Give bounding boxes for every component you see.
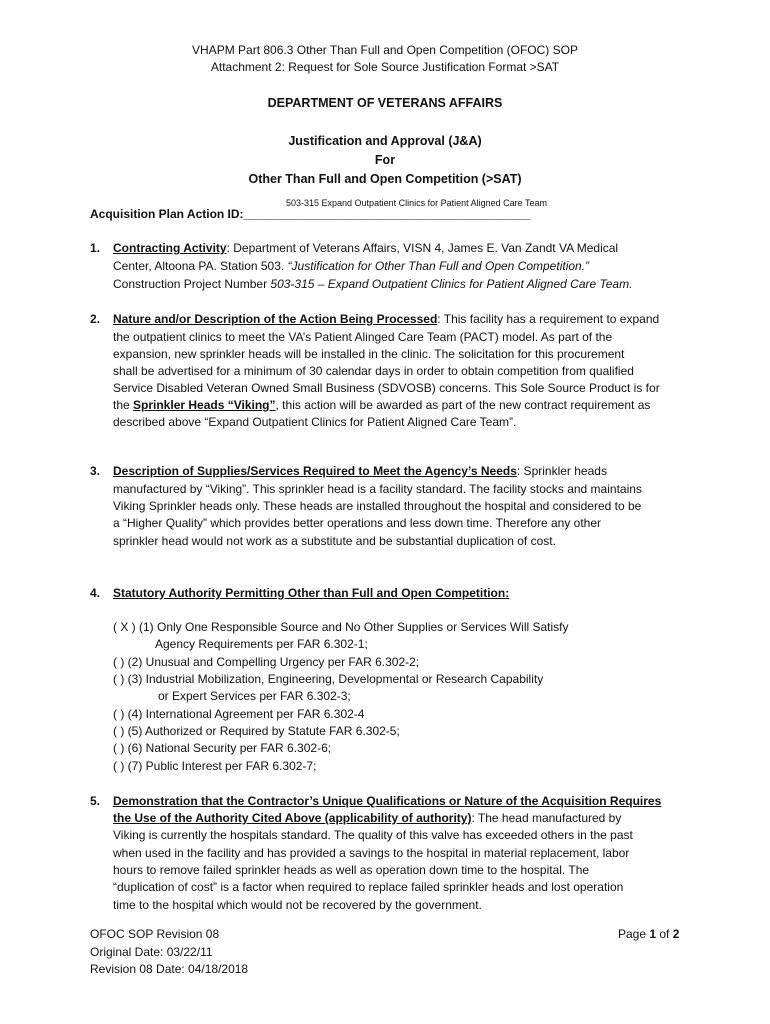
section-2-heading: Nature and/or Description of the Action Being Processed [113,312,438,326]
page-of: of [656,927,673,941]
section-5-heading-1: Demonstration that the Contractor’s Unique Qualifications or Nature of the Acquisition Requires [113,794,662,808]
section-1-text-2a: Center, Altoona PA. Station 503. [113,259,288,273]
section-4-heading: Statutory Authority Permitting Other than Full and Open Competition: [113,586,510,600]
footer-original-date: Original Date: 03/22/11 [90,945,213,959]
section-1-line-3 [113,277,632,291]
authority-option-1-cont: Agency Requirements per FAR 6.302-1; [155,637,368,651]
authority-option-6: ( ) (6) National Security per FAR 6.302-6; [113,741,332,755]
section-1-number: 1. [90,241,101,255]
header-line-2: Attachment 2: Request for Sole Source Justification Format >SAT [210,60,560,74]
section-2-line-4: shall be advertised for a minimum of 30 calendar days in order to obtain competition from qualified [113,364,634,378]
section-2-text: : This facility has a requirement to expand [437,312,660,326]
ja-title-ofoc: Other Than Full and Open Competition (>SAT) [248,172,522,186]
section-1-text-3b: 503-315 – Expand Outpatient Clinics for Patient Aligned Care Team. [270,277,633,291]
authority-option-1: ( X ) (1) Only One Responsible Source and No Other Supplies or Services Will Satisfy [113,620,569,634]
header-line-1: VHAPM Part 806.3 Other Than Full and Open Competition (OFOC) SOP [192,43,578,57]
section-2-line-7: described above “Expand Outpatient Clinics for Patient Aligned Care Team”. [113,415,517,429]
section-1-heading: Contracting Activity [113,241,227,255]
authority-option-7: ( ) (7) Public Interest per FAR 6.302-7; [113,759,317,773]
section-3-number: 3. [90,464,101,478]
footer-revision-date: Revision 08 Date: 04/18/2018 [90,962,249,976]
authority-option-3-cont: or Expert Services per FAR 6.302-3; [158,689,351,703]
section-3-heading: Description of Supplies/Services Required to Meet the Agency’s Needs [113,464,517,478]
section-3-line-4: a “Higher Quality” which provides better operations and less down time. Therefore any other [113,516,602,530]
page-label: Page [618,927,650,941]
section-5-text: : The head manufactured by [471,811,622,825]
section-3-line-2: manufactured by “Viking”. This sprinkler head is a facility standard. The facility stocks and maintains [113,482,642,496]
section-2-line-5: Service Disabled Veteran Owned Small Business (SDVOSB) concerns. This Sole Source Product is for [113,381,660,395]
authority-option-3: ( ) (3) Industrial Mobilization, Engineering, Developmental or Research Capability [113,672,544,686]
page-total: 2 [672,927,680,941]
acquisition-blank: ___________________________________________ [243,207,531,221]
authority-option-2: ( ) (2) Unusual and Compelling Urgency per FAR 6.302-2; [113,655,420,669]
page-number [618,927,679,941]
section-4-number: 4. [90,586,101,600]
section-1-line-2 [113,259,589,273]
section-2-text-6a: the [113,398,134,412]
section-1-text: : Department of Veterans Affairs, VISN 4, James E. Van Zandt VA Medical [226,241,619,255]
section-1-text-2b: “Justification for Other Than Full and Open Competition.” [287,259,590,273]
section-5-line-3: Viking is currently the hospitals standard. The quality of this valve has exceeded others in the past [113,828,633,842]
section-5-line-2 [113,811,621,825]
section-5-heading-2: the Use of the Authority Cited Above (applicability of authority) [113,811,472,825]
section-3-line-1 [113,464,607,478]
section-5-line-7: time to the hospital which would not be recovered by the government. [113,898,482,912]
section-2-line-1 [113,312,659,326]
acquisition-plan-id [90,207,531,221]
section-3-line-3: Viking Sprinkler heads only. These heads are installed throughout the hospital and considered to be [113,499,642,513]
section-2-line-2: the outpatient clinics to meet the VA’s Patient Alinged Care Team (PACT) model. As part of the [113,330,613,344]
sprinkler-heads-viking: Sprinkler Heads “Viking” [133,398,276,412]
section-5-number: 5. [90,794,101,808]
section-5-line-5: hours to remove failed sprinkler heads as well as operation down time to the hospital. The [113,863,590,877]
authority-option-5: ( ) (5) Authorized or Required by Statute FAR 6.302-5; [113,724,400,738]
page-current: 1 [649,927,657,941]
section-2-text-6c: , this action will be awarded as part of the new contract requirement as [275,398,651,412]
footer-revision: OFOC SOP Revision 08 [90,927,220,941]
section-5-line-4: when used in the facility and has provided a savings to the hospital in material replacement, labor [113,846,630,860]
authority-option-4: ( ) (4) International Agreement per FAR 6.302-4 [113,707,365,721]
department-title: DEPARTMENT OF VETERANS AFFAIRS [267,96,503,110]
project-note: 503-315 Expand Outpatient Clinics for Patient Aligned Care Team [286,198,547,208]
section-2-line-6 [113,398,650,412]
section-5-line-1 [113,794,661,808]
section-5-line-6: “duplication of cost” is a factor when required to replace failed sprinkler heads and lost operation [113,880,624,894]
section-1-line-1 [113,241,618,255]
section-1-text-3a: Construction Project Number [113,277,271,291]
section-4-line-1 [113,586,509,600]
ja-title-for: For [374,153,396,167]
section-2-number: 2. [90,312,101,326]
section-3-text: : Sprinkler heads [516,464,607,478]
ja-title: Justification and Approval (J&A) [288,134,482,148]
section-2-line-3: expansion, new sprinkler heads will be installed in the clinic. The solicitation for this procurement [113,347,625,361]
section-3-line-5: sprinkler head would not work as a substitute and be substantial duplication of cost. [113,534,556,548]
acquisition-label: Acquisition Plan Action ID: [90,207,244,221]
